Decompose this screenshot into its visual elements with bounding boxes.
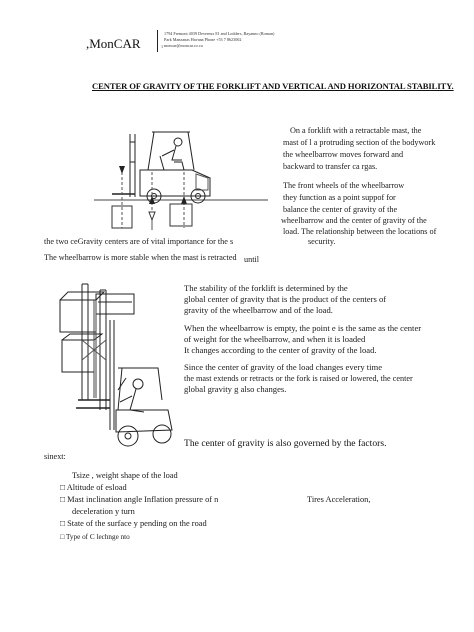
- s1-line-3: the wheelbarrow moves forward and: [283, 150, 404, 159]
- s1-left-line-2: The wheelbarrow is more stable when the mast is retracted: [44, 253, 237, 262]
- s1-line-7: balance the center of gravity of the: [283, 205, 398, 214]
- s2-p1-line-1: The stability of the forklift is determined by the: [184, 283, 348, 293]
- s2-p2-line-2: of weight for the wheelbarrow, and when it is loaded: [184, 334, 366, 344]
- logo-prefix: ,: [86, 36, 90, 51]
- company-logo: [86, 36, 141, 52]
- factor-item-5: □ State of the surface y pending on the road: [60, 519, 207, 528]
- s1-line-2: mast of l a protruding section of the bodywork: [283, 138, 436, 147]
- factor-item-4: deceleration y turn: [72, 507, 135, 516]
- s2-p3-line-2: the mast extends or retracts or the fork is raised or lowered, the center: [184, 374, 413, 383]
- s2-p2-line-1: When the wheelbarrow is empty, the point e is the same as the center: [184, 323, 422, 333]
- s1-line-9: load. The relationship between the locations of: [283, 227, 437, 236]
- s2-p2-line-3: It changes according to the center of gravity of the load.: [184, 345, 377, 355]
- logo-text: MonCAR: [89, 36, 141, 51]
- factor-item-1: Tsize , weight shape of the load: [72, 471, 178, 480]
- address-line-1: 1794 Fremont 4039 Devereux 81 and Lodders, Bayanno (Roman): [164, 31, 275, 36]
- s2-p1-line-3: gravity of the wheelbarrow and of the load.: [184, 305, 333, 315]
- forklift-raised-mast-diagram: [38, 280, 178, 452]
- factor-item-3: □ Mast inclination angle Inflation pressure of n: [60, 495, 219, 504]
- address-line-3: moncar@moncar.co.cu: [164, 43, 203, 48]
- s1-left-line-2-tail: until: [244, 255, 260, 264]
- s2-p1-line-2: global center of gravity that is the product of the centers of: [184, 294, 387, 304]
- s2-sinext: sinext:: [44, 452, 66, 461]
- s1-line-5: The front wheels of the wheelbarrow: [283, 181, 405, 190]
- factor-item-6: □ Type of C lechnge nto: [60, 533, 130, 541]
- header-tick: 1: [161, 44, 164, 49]
- s1-line-6: they function as a point suppof for: [283, 193, 396, 202]
- s2-para-4: The center of gravity is also governed by the factors.: [184, 438, 387, 449]
- s2-p3-line-1: Since the center of gravity of the load changes every time: [184, 362, 383, 372]
- page-title: CENTER OF GRAVITY OF THE FORKLIFT AND VERTICAL AND HORIZONTAL STABILITY.: [92, 81, 454, 91]
- s2-p3-line-3: global gravity g also changes.: [184, 384, 287, 394]
- forklift-side-diagram: [92, 112, 268, 234]
- header-divider: [157, 30, 158, 52]
- factor-item-2: □ Altitude of esload: [60, 483, 127, 492]
- s1-line-4: backward to transfer ca rgas.: [283, 162, 378, 171]
- s1-line-1: On a forklift with a retractable mast, the: [290, 126, 422, 135]
- s1-left-line: the two ceGravity centers are of vital importance for the s: [44, 237, 234, 246]
- address-line-2: Park Manzanas Havana Phone +53 7 8623002: [164, 37, 242, 42]
- factor-item-3-right: Tires Acceleration,: [307, 495, 371, 504]
- s1-line-8: wheelbarrow and the center of gravity of the: [281, 216, 427, 225]
- s1-left-line-tail: security.: [308, 237, 336, 246]
